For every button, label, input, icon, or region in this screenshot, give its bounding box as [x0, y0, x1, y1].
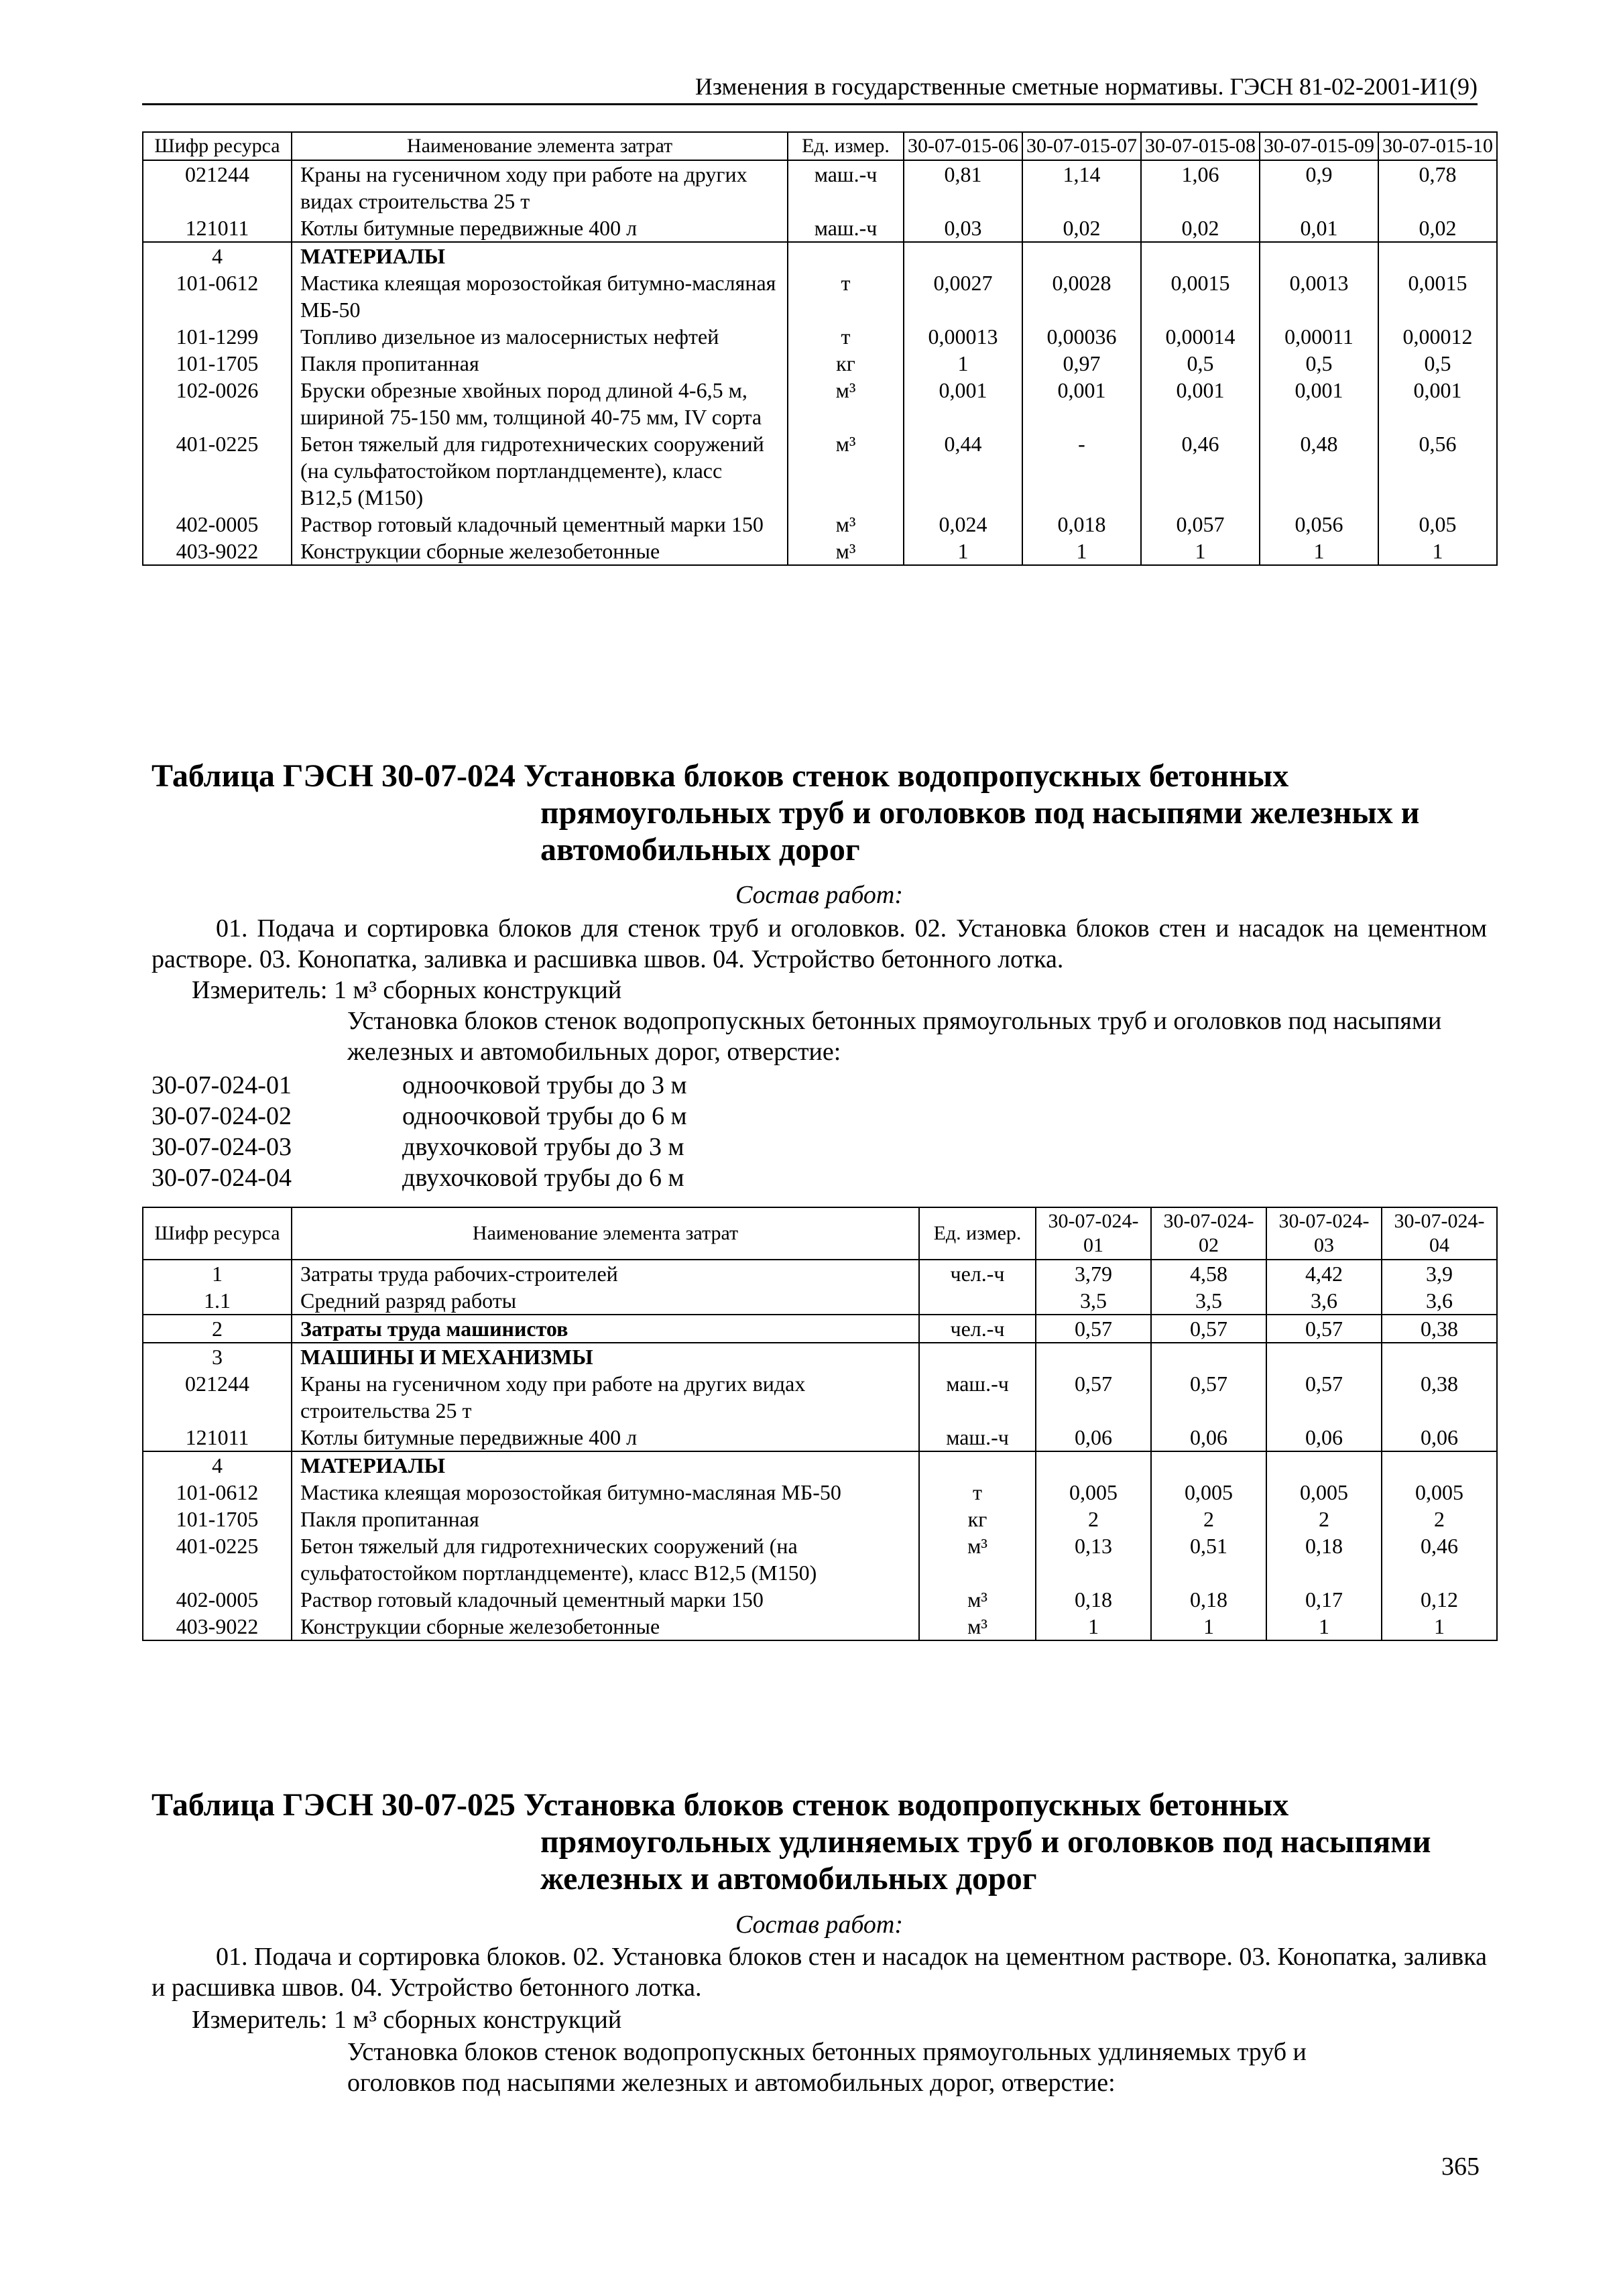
resource-name: Раствор готовый кладочный цементный марки 150	[292, 511, 788, 538]
col-header-name: Наименование элемента затрат	[292, 132, 788, 160]
resource-name: Бетон тяжелый для гидротехнических сооружений (на сульфатостойком портландцементе), класс В12,5 (М150)	[292, 430, 788, 511]
table-title-025	[152, 1787, 1492, 1897]
resource-code: 101-1705	[143, 350, 292, 377]
col-header-norm: 30-07-015-09	[1260, 132, 1378, 160]
norm-value: 0,00012	[1378, 323, 1497, 350]
table-row	[143, 1613, 1497, 1640]
resource-code: 101-0612	[143, 269, 292, 323]
table-row	[143, 1343, 1497, 1370]
norm-value: 2	[1382, 1506, 1497, 1532]
norm-value	[1378, 242, 1497, 269]
norm-value: 0,0028	[1022, 269, 1141, 323]
resource-code: 402-0005	[143, 511, 292, 538]
norm-value: 0,56	[1378, 430, 1497, 511]
norm-value: 0,57	[1151, 1315, 1266, 1343]
resource-code: 121011	[143, 1424, 292, 1451]
norm-value: 0,57	[1266, 1370, 1382, 1424]
norm-value: 0,057	[1141, 511, 1260, 538]
norm-value: 0,02	[1022, 215, 1141, 242]
resource-unit: т	[788, 269, 904, 323]
work-description: Установка блоков стенок водопропускных бетонных прямоугольных труб и оголовков под насыпями железных и автомобильных дорог, отверстие:	[347, 1007, 1442, 1066]
resource-name: Краны на гусеничном ходу при работе на других видах строительства 25 т	[292, 1370, 919, 1424]
norm-value: 0,005	[1036, 1479, 1151, 1506]
norm-value: 0,57	[1036, 1370, 1151, 1424]
norm-value: 0,0015	[1378, 269, 1497, 323]
table-row	[143, 1532, 1497, 1586]
col-header-norm: 30-07-015-07	[1022, 132, 1141, 160]
norm-value: 0,12	[1382, 1586, 1497, 1613]
resource-code: 403-9022	[143, 538, 292, 565]
resource-name: Бетон тяжелый для гидротехнических сооружений (на сульфатостойком портландцементе), класс В12,5 (М150)	[292, 1532, 919, 1586]
resource-unit	[919, 1287, 1036, 1315]
resource-code: 401-0225	[143, 430, 292, 511]
title-line: автомобильных дорог	[540, 832, 860, 867]
resource-name: Мастика клеящая морозостойкая битумно-масляная МБ-50	[292, 1479, 919, 1506]
resource-code: 101-1299	[143, 323, 292, 350]
norm-value: 1	[1036, 1613, 1151, 1640]
norm-value: 0,005	[1382, 1479, 1497, 1506]
title-line: прямоугольных удлиняемых труб и оголовков под насыпями	[540, 1824, 1431, 1860]
norm-value: 3,6	[1382, 1287, 1497, 1315]
col-header-norm: 30-07-015-08	[1141, 132, 1260, 160]
norm-value: 0,005	[1151, 1479, 1266, 1506]
norm-value	[1382, 1343, 1497, 1370]
table-row	[143, 511, 1497, 538]
norm-value: 0,44	[904, 430, 1022, 511]
norm-value: 0,06	[1151, 1424, 1266, 1451]
norm-value: 1	[1266, 1613, 1382, 1640]
resource-unit	[788, 242, 904, 269]
norm-value: 0,001	[904, 377, 1022, 430]
norm-value: 0,18	[1151, 1586, 1266, 1613]
resource-table-024	[142, 1207, 1498, 1641]
col-header-code: Шифр ресурса	[143, 1207, 292, 1260]
norm-value: 0,38	[1382, 1370, 1497, 1424]
resource-code: 102-0026	[143, 377, 292, 430]
title-line: Таблица ГЭСН 30-07-024 Установка блоков стенок водопропускных бетонных	[152, 758, 1289, 794]
norm-value	[1022, 242, 1141, 269]
norm-value: 0,46	[1382, 1532, 1497, 1586]
measure-unit: Измеритель: 1 м³ сборных конструкций	[192, 2006, 622, 2034]
resource-name: МАТЕРИАЛЫ	[292, 1451, 919, 1479]
resource-unit: м³	[788, 511, 904, 538]
col-header-norm: 30-07-024-01	[1036, 1207, 1151, 1260]
norm-value: 0,17	[1266, 1586, 1382, 1613]
norm-value: 0,03	[904, 215, 1022, 242]
norm-value: 0,57	[1266, 1315, 1382, 1343]
col-header-norm: 30-07-024-02	[1151, 1207, 1266, 1260]
composition-text: 01. Подача и сортировка блоков. 02. Установка блоков стен и насадок на цементном растворе. 03. Конопатка, заливка и расшивка швов. 04. Устройство бетонного лотка.	[152, 1943, 1487, 2002]
resource-name: Средний разряд работы	[292, 1287, 919, 1315]
table-row	[143, 377, 1497, 430]
norm-value	[1036, 1451, 1151, 1479]
work-item-text: двухочковой трубы до 6 м	[402, 1164, 684, 1192]
table-row	[143, 538, 1497, 565]
resource-unit: м³	[919, 1613, 1036, 1640]
norm-value: 0,06	[1266, 1424, 1382, 1451]
norm-value: 0,57	[1151, 1370, 1266, 1424]
resource-code: 1.1	[143, 1287, 292, 1315]
norm-value: 0,0027	[904, 269, 1022, 323]
col-header-norm: 30-07-015-06	[904, 132, 1022, 160]
norm-value: 0,51	[1151, 1532, 1266, 1586]
norm-value: 0,38	[1382, 1315, 1497, 1343]
table-row	[143, 1451, 1497, 1479]
work-item-code: 30-07-024-04	[152, 1164, 292, 1192]
resource-unit: т	[788, 323, 904, 350]
norm-value: 0,5	[1141, 350, 1260, 377]
norm-value: 0,57	[1036, 1315, 1151, 1343]
norm-value: 2	[1151, 1506, 1266, 1532]
page-number: 365	[1441, 2153, 1480, 2181]
table-row	[143, 1315, 1497, 1343]
norm-value: 0,001	[1260, 377, 1378, 430]
resource-code: 4	[143, 1451, 292, 1479]
table-row	[143, 1260, 1497, 1287]
resource-code: 403-9022	[143, 1613, 292, 1640]
norm-value: 0,46	[1141, 430, 1260, 511]
table-row	[143, 1586, 1497, 1613]
composition-label: Состав работ:	[735, 881, 904, 909]
resource-code: 021244	[143, 1370, 292, 1424]
norm-value: 1,06	[1141, 160, 1260, 215]
norm-value: 3,9	[1382, 1260, 1497, 1287]
norm-value: 4,58	[1151, 1260, 1266, 1287]
norm-value: 0,13	[1036, 1532, 1151, 1586]
resource-code: 021244	[143, 160, 292, 215]
resource-unit: кг	[919, 1506, 1036, 1532]
page-header: Изменения в государственные сметные нормативы. ГЭСН 81-02-2001-И1(9)	[142, 71, 1478, 105]
resource-unit: м³	[788, 377, 904, 430]
norm-value: 0,18	[1036, 1586, 1151, 1613]
table-row	[143, 215, 1497, 242]
norm-value: 0,02	[1378, 215, 1497, 242]
title-line: Таблица ГЭСН 30-07-025 Установка блоков стенок водопропускных бетонных	[152, 1787, 1289, 1823]
norm-value: 0,001	[1141, 377, 1260, 430]
norm-value: 2	[1036, 1506, 1151, 1532]
table-row	[143, 1424, 1497, 1451]
resource-name: Пакля пропитанная	[292, 1506, 919, 1532]
norm-value	[1151, 1343, 1266, 1370]
norm-value: 0,97	[1022, 350, 1141, 377]
table-row	[143, 350, 1497, 377]
norm-value: 1,14	[1022, 160, 1141, 215]
resource-unit: маш.-ч	[919, 1424, 1036, 1451]
col-header-norm: 30-07-024-04	[1382, 1207, 1497, 1260]
work-item-code: 30-07-024-03	[152, 1133, 292, 1161]
resource-name: Затраты труда рабочих-строителей	[292, 1260, 919, 1287]
table-row	[143, 1479, 1497, 1506]
resource-unit	[919, 1451, 1036, 1479]
work-item-code: 30-07-024-02	[152, 1102, 292, 1130]
norm-value: 0,005	[1266, 1479, 1382, 1506]
resource-name: Конструкции сборные железобетонные	[292, 538, 788, 565]
resource-code: 4	[143, 242, 292, 269]
resource-unit: м³	[919, 1586, 1036, 1613]
norm-value: 1	[1378, 538, 1497, 565]
norm-value: 0,48	[1260, 430, 1378, 511]
norm-value: 0,024	[904, 511, 1022, 538]
norm-value: 0,9	[1260, 160, 1378, 215]
resource-name: Затраты труда машинистов	[292, 1315, 919, 1343]
resource-code: 121011	[143, 215, 292, 242]
norm-value: 1	[1260, 538, 1378, 565]
norm-value: 0,0015	[1141, 269, 1260, 323]
table-row	[143, 323, 1497, 350]
resource-unit: маш.-ч	[919, 1370, 1036, 1424]
resource-name: МАШИНЫ И МЕХАНИЗМЫ	[292, 1343, 919, 1370]
norm-value	[1151, 1451, 1266, 1479]
resource-name: Бруски обрезные хвойных пород длиной 4-6,5 м, шириной 75-150 мм, толщиной 40-75 мм, IV сорта	[292, 377, 788, 430]
norm-value: 0,78	[1378, 160, 1497, 215]
norm-value	[1266, 1451, 1382, 1479]
norm-value	[1266, 1343, 1382, 1370]
measure-unit: Измеритель: 1 м³ сборных конструкций	[192, 976, 622, 1004]
norm-value: 2	[1266, 1506, 1382, 1532]
work-item-code: 30-07-024-01	[152, 1071, 292, 1099]
resource-name: Топливо дизельное из малосернистых нефтей	[292, 323, 788, 350]
resource-unit: кг	[788, 350, 904, 377]
norm-value: -	[1022, 430, 1141, 511]
norm-value	[904, 242, 1022, 269]
table-row	[143, 1287, 1497, 1315]
norm-value: 0,81	[904, 160, 1022, 215]
col-header-name: Наименование элемента затрат	[292, 1207, 919, 1260]
resource-name: Котлы битумные передвижные 400 л	[292, 1424, 919, 1451]
resource-table-015	[142, 131, 1498, 566]
table-row	[143, 1506, 1497, 1532]
table-row	[143, 1370, 1497, 1424]
resource-code: 3	[143, 1343, 292, 1370]
resource-name: Пакля пропитанная	[292, 350, 788, 377]
resource-code: 101-1705	[143, 1506, 292, 1532]
norm-value: 0,00014	[1141, 323, 1260, 350]
resource-unit: чел.-ч	[919, 1260, 1036, 1287]
resource-code: 2	[143, 1315, 292, 1343]
table-row	[143, 430, 1497, 511]
col-header-code: Шифр ресурса	[143, 132, 292, 160]
resource-name: Котлы битумные передвижные 400 л	[292, 215, 788, 242]
norm-value	[1036, 1343, 1151, 1370]
norm-value: 0,018	[1022, 511, 1141, 538]
norm-value: 1	[1151, 1613, 1266, 1640]
norm-value: 0,05	[1378, 511, 1497, 538]
norm-value: 3,79	[1036, 1260, 1151, 1287]
norm-value: 0,056	[1260, 511, 1378, 538]
norm-value: 4,42	[1266, 1260, 1382, 1287]
norm-value: 0,00011	[1260, 323, 1378, 350]
title-line: железных и автомобильных дорог	[540, 1861, 1037, 1896]
resource-unit: чел.-ч	[919, 1315, 1036, 1343]
resource-unit: маш.-ч	[788, 160, 904, 215]
norm-value: 1	[1022, 538, 1141, 565]
norm-value: 0,5	[1260, 350, 1378, 377]
table-row	[143, 160, 1497, 215]
norm-value: 0,06	[1036, 1424, 1151, 1451]
table-title-024	[152, 758, 1492, 868]
norm-value: 1	[1382, 1613, 1497, 1640]
col-header-unit: Ед. измер.	[919, 1207, 1036, 1260]
resource-name: Раствор готовый кладочный цементный марки 150	[292, 1586, 919, 1613]
col-header-norm: 30-07-015-10	[1378, 132, 1497, 160]
work-description: Установка блоков стенок водопропускных бетонных прямоугольных удлиняемых труб и оголовков под насыпями железных и автомобильных дорог, отверстие:	[347, 2038, 1307, 2097]
norm-value: 0,001	[1022, 377, 1141, 430]
work-item-text: одноочковой трубы до 3 м	[402, 1071, 687, 1099]
norm-value	[1382, 1451, 1497, 1479]
table-row	[143, 242, 1497, 269]
norm-value: 3,6	[1266, 1287, 1382, 1315]
norm-value	[1141, 242, 1260, 269]
norm-value	[1260, 242, 1378, 269]
norm-value: 0,00036	[1022, 323, 1141, 350]
resource-code: 402-0005	[143, 1586, 292, 1613]
norm-value: 0,01	[1260, 215, 1378, 242]
norm-value: 0,0013	[1260, 269, 1378, 323]
work-item-text: одноочковой трубы до 6 м	[402, 1102, 687, 1130]
resource-unit: т	[919, 1479, 1036, 1506]
norm-value: 0,02	[1141, 215, 1260, 242]
table-row	[143, 269, 1497, 323]
title-line: прямоугольных труб и оголовков под насыпями железных и	[540, 795, 1420, 831]
col-header-norm: 30-07-024-03	[1266, 1207, 1382, 1260]
norm-value: 1	[1141, 538, 1260, 565]
resource-unit	[919, 1343, 1036, 1370]
resource-code: 1	[143, 1260, 292, 1287]
norm-value: 3,5	[1036, 1287, 1151, 1315]
resource-name: МАТЕРИАЛЫ	[292, 242, 788, 269]
norm-value: 0,5	[1378, 350, 1497, 377]
norm-value: 0,00013	[904, 323, 1022, 350]
resource-unit: м³	[919, 1532, 1036, 1586]
norm-value: 0,001	[1378, 377, 1497, 430]
norm-value: 0,06	[1382, 1424, 1497, 1451]
resource-unit: маш.-ч	[788, 215, 904, 242]
composition-label: Состав работ:	[735, 1911, 904, 1939]
work-item-text: двухочковой трубы до 3 м	[402, 1133, 684, 1161]
norm-value: 3,5	[1151, 1287, 1266, 1315]
resource-name: Краны на гусеничном ходу при работе на других видах строительства 25 т	[292, 160, 788, 215]
composition-text: 01. Подача и сортировка блоков для стенок труб и оголовков. 02. Установка блоков стен и насадок на цементном растворе. 03. Конопатка, заливка и расшивка швов. 04. Устройство бетонного лотка.	[152, 914, 1487, 973]
resource-unit: м³	[788, 430, 904, 511]
resource-code: 101-0612	[143, 1479, 292, 1506]
col-header-unit: Ед. измер.	[788, 132, 904, 160]
norm-value: 0,18	[1266, 1532, 1382, 1586]
resource-name: Конструкции сборные железобетонные	[292, 1613, 919, 1640]
resource-code: 401-0225	[143, 1532, 292, 1586]
resource-unit: м³	[788, 538, 904, 565]
norm-value: 1	[904, 350, 1022, 377]
resource-name: Мастика клеящая морозостойкая битумно-масляная МБ-50	[292, 269, 788, 323]
norm-value: 1	[904, 538, 1022, 565]
